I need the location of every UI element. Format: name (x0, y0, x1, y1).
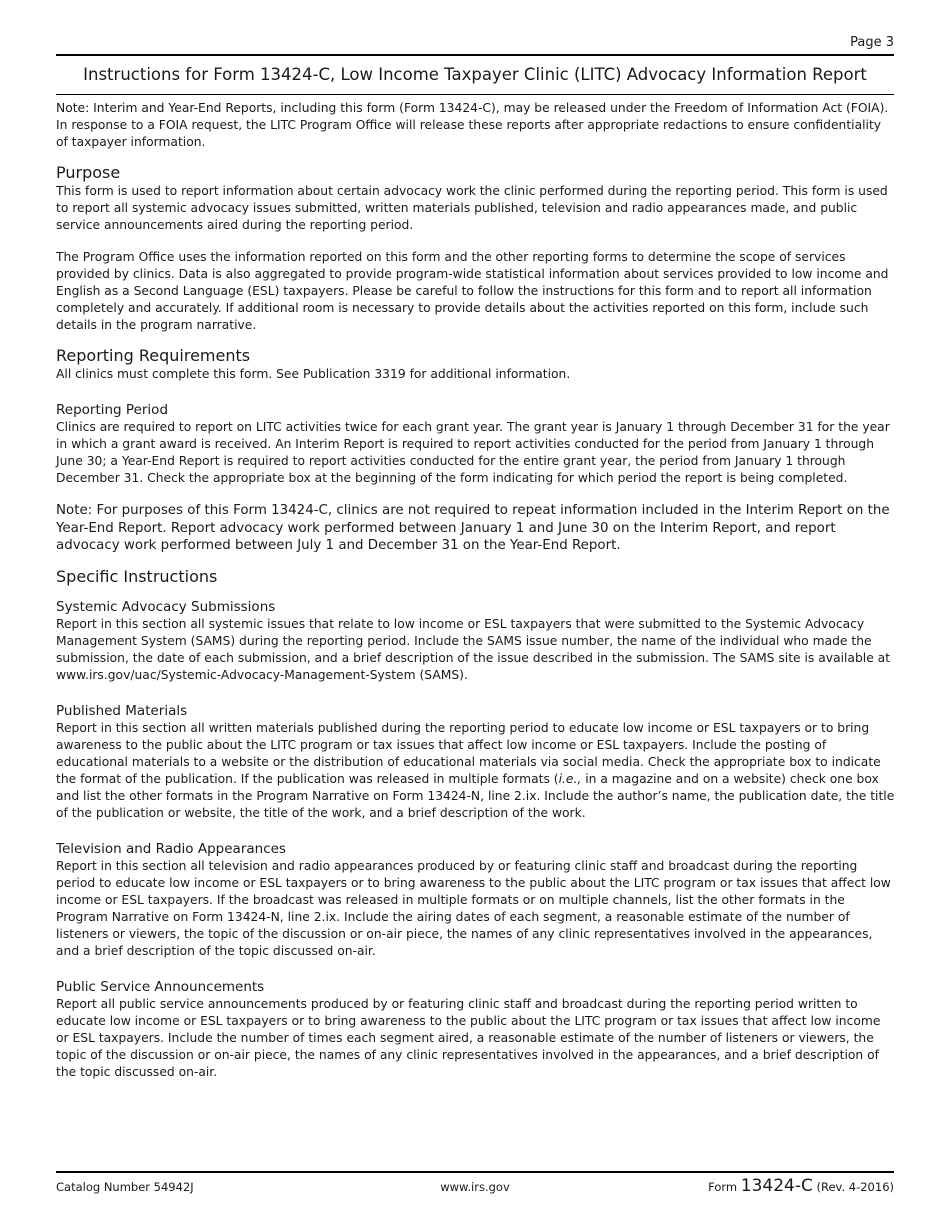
website-link[interactable]: www.irs.gov (440, 1180, 510, 1194)
top-rule (56, 54, 894, 56)
reporting-period-paragraph: Clinics are required to report on LITC activities twice for each grant year. The grant year is January 1 through December 31 for the year in which a grant award is received. An Interim Report is required to report activities conducted for the period from January 1 through June 30; a Year-End Report is required to report activities conducted for the entire grant year, the period from January 1 through December 31. Check the appropriate box at the beginning of the form indicating for which period the report is being completed. (56, 420, 890, 485)
tv-radio-heading: Television and Radio Appearances (56, 840, 286, 857)
psa-paragraph: Report all public service announcements produced by or featuring clinic staff and broadcast during the reporting period written to educate low income or ESL taxpayers or to bring awareness to the public about the LITC program or tax issues that affect low income or ESL taxpayers. Include the number of times each segment aired, a reasonable estimate of the number of listeners or viewers, the topic of the discussion or on-air piece, the names of any clinic representatives involved in the appearances, and a brief description of the topic discussed on-air. (56, 996, 881, 1079)
form-identifier: Form 13424-C (Rev. 4-2016) (708, 1176, 894, 1196)
intro-note: Note: Interim and Year-End Reports, including this form (Form 13424-C), may be released under the Freedom of Information Act (FOIA). In response to a FOIA request, the LITC Program Office will release these reports after appropriate redactions to ensure confidentiality of taxpayer information. (56, 101, 889, 149)
published-materials-heading: Published Materials (56, 702, 188, 719)
psa-heading: Public Service Announcements (56, 978, 265, 995)
reporting-requirements-paragraph: All clinics must complete this form. See Publication 3319 for additional information. (56, 367, 571, 381)
purpose-heading: Purpose (56, 163, 121, 182)
purpose-paragraph-1: This form is used to report information about certain advocacy work the clinic performed during the reporting period. This form is used to report all systemic advocacy issues submitted, written materials published, television and radio appearances made, and public service announcements aired during the reporting period. (56, 184, 888, 232)
footer-rule (56, 1171, 894, 1173)
document-title: Instructions for Form 13424-C, Low Income Taxpayer Clinic (LITC) Advocacy Information Report (83, 65, 867, 84)
specific-instructions-heading: Specific Instructions (56, 566, 218, 586)
purpose-paragraph-2: The Program Office uses the information reported on this form and the other reporting forms to determine the scope of services provided by clinics. Data is also aggregated to provide program-wide statistical information about services provided to low income and English as a Second Language (ESL) taxpayers. Please be careful to follow the instructions for this form and to report all information completely and accurately. If additional room is necessary to provide details about the activities reported on this form, include such details in the program narrative. (56, 250, 889, 332)
page-number: Page 3 (850, 35, 894, 50)
document-body (56, 100, 896, 1081)
footer (56, 1176, 894, 1198)
reporting-requirements-heading: Reporting Requirements (56, 346, 251, 365)
systemic-advocacy-paragraph: Report in this section all systemic issues that relate to low income or ESL taxpayers that were submitted to the Systemic Advocacy Management System (SAMS) during the reporting period. Include the SAMS issue number, the name of the individual who made the submission, the date of each submission, and a brief description of the issue described in the submission. The SAMS site is available at www.irs.gov/uac/Systemic-Advocacy-Management-System (SAMS). (56, 616, 891, 682)
title-rule (56, 94, 894, 95)
published-materials-paragraph: Report in this section all written materials published during the reporting period to educate low income or ESL taxpayers or to bring awareness to the public about the LITC program or tax issues that affect low income or ESL taxpayers. Include the posting of educational materials to a website or the distribution of educational materials via social media. Check the appropriate box to indicate the format of the publication. If the publication was released in multiple formats (i.e., in a magazine and on a website) check one box and list the other formats in the Program Narrative on Form 13424-N, line 2.ix. Include the author’s name, the publication date, the title of the publication or website, the title of the work, and a brief description of the work. (56, 720, 895, 820)
catalog-number: Catalog Number 54942J (56, 1180, 194, 1194)
reporting-period-heading: Reporting Period (56, 402, 169, 418)
reporting-note: Note: For purposes of this Form 13424-C, clinics are not required to repeat information included in the Interim Report on the Year-End Report. Report advocacy work performed between January 1 and June 30 on the Interim Report, and report advocacy work performed between July 1 and December 31 on the Year-End Report. (56, 503, 890, 553)
systemic-advocacy-heading: Systemic Advocacy Submissions (56, 598, 276, 615)
tv-radio-paragraph: Report in this section all television and radio appearances produced by or featuring clinic staff and broadcast during the reporting period to educate low income or ESL taxpayers or to bring awareness to the public about the LITC program or tax issues that affect low income or ESL taxpayers. If the broadcast was released in multiple formats or on multiple channels, list the other formats in the Program Narrative on Form 13424-N, line 2.ix. Include the airing dates of each segment, a reasonable estimate of the number of listeners or viewers, the topic of the discussion or on-air piece, the names of any clinic representatives involved in the appearances, and a brief description of the topic discussed on-air. (56, 858, 891, 958)
